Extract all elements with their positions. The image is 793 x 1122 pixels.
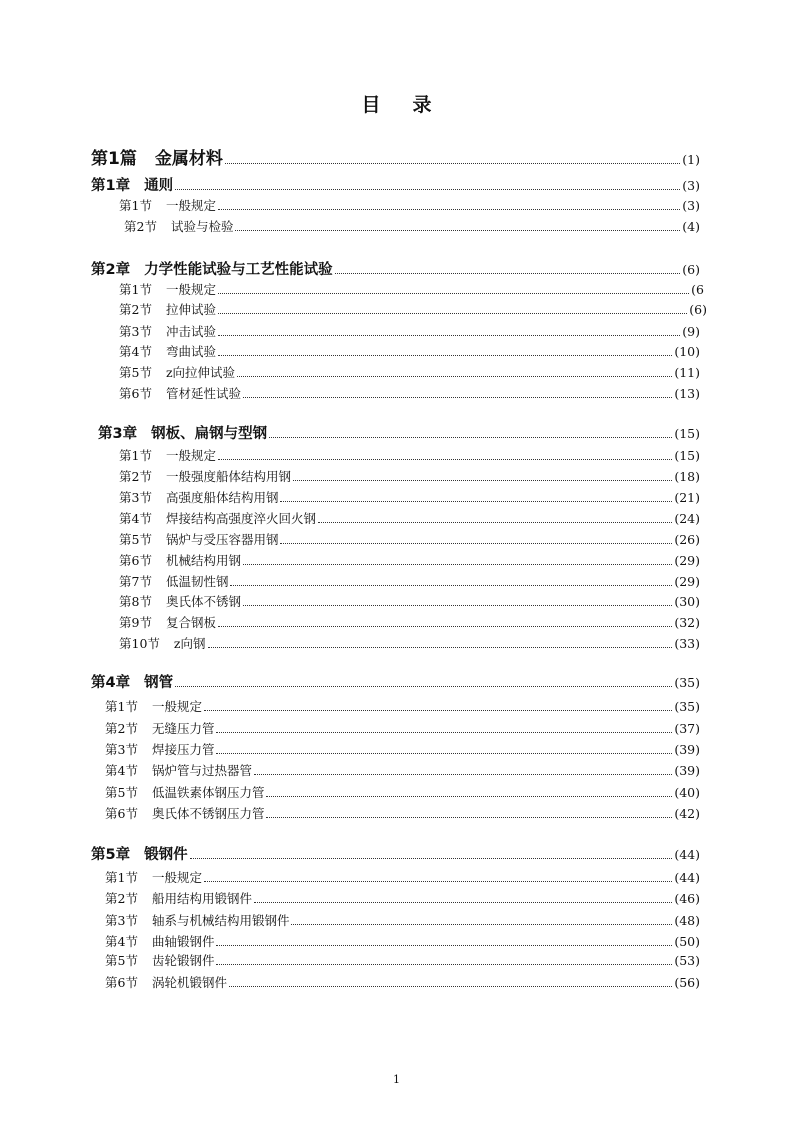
toc-entry-page: (9) [682,324,700,339]
toc-entry-label [119,196,216,214]
dot-leader [216,963,672,965]
dot-leader [335,272,681,274]
toc-entry-title: 轴系与机械结构用锻钢件 [151,913,290,928]
dot-leader [175,685,672,687]
dot-leader [243,563,672,565]
toc-entry-label [119,280,216,298]
toc-entry-label [98,422,267,443]
page-title [0,90,793,117]
toc-entry-title: 一般规定 [151,699,202,714]
dot-leader [218,292,689,294]
toc-entry-number: 第3节 [105,742,138,757]
toc-entry-label [105,761,252,779]
toc-entry-page: (44) [674,847,700,862]
toc-entry-page: (46) [674,891,700,906]
toc-entry-title: 焊接结构高强度淬火回火钢 [165,511,316,526]
toc-entry-page: (6) [682,262,700,277]
toc-section-entry[interactable] [105,973,700,991]
toc-entry-label [119,488,278,506]
toc-entry-page: (6 [691,282,704,297]
toc-section-entry[interactable] [105,889,700,907]
dot-leader [190,857,673,859]
dot-leader [218,208,680,210]
dot-leader [216,731,672,733]
toc-section-entry[interactable] [119,280,704,298]
toc-entry-page: (50) [674,934,700,949]
toc-entry-number: 第2节 [124,219,157,234]
toc-entry-page: (42) [674,806,700,821]
toc-entry-number: 第1篇 [91,149,137,169]
toc-entry-title: 涡轮机锻钢件 [151,975,227,990]
toc-section-entry[interactable] [119,384,700,402]
toc-section-entry[interactable] [105,719,700,737]
toc-entry-page: (21) [674,490,700,505]
toc-entry-label [119,300,216,318]
toc-entry-page: (15) [674,448,700,463]
toc-entry-title: 齿轮锻钢件 [151,953,215,968]
toc-entry-page: (4) [682,219,700,234]
toc-entry-title: 无缝压力管 [151,721,215,736]
toc-entry-label [91,174,173,195]
toc-entry-number: 第3节 [119,490,152,505]
toc-entry-label [119,592,241,610]
toc-entry-number: 第2节 [105,721,138,736]
toc-entry-title: 奥氏体不锈钢压力管 [151,806,265,821]
toc-entry-page: (35) [674,675,700,690]
toc-chapter-entry[interactable] [91,174,700,195]
toc-entry-label [105,740,214,758]
toc-entry-title: z向拉伸试验 [165,365,236,380]
toc-section-entry[interactable] [105,951,700,969]
toc-section-entry[interactable] [119,551,700,569]
toc-section-entry[interactable] [119,196,700,214]
dot-leader [218,312,687,314]
toc-entry-page: (39) [674,742,700,757]
dot-leader [254,901,672,903]
toc-section-entry[interactable] [105,740,700,758]
dot-leader [318,521,672,523]
toc-entry-label [119,342,216,360]
toc-entry-label [91,258,333,279]
toc-entry-title: 高强度船体结构用钢 [165,490,279,505]
toc-entry-number: 第1章 [91,178,131,194]
toc-entry-page: (15) [674,426,700,441]
toc-entry-page: (13) [674,386,700,401]
toc-entry-number: 第6节 [119,386,152,401]
toc-entry-title: 一般规定 [165,198,216,213]
toc-section-entry[interactable] [105,697,700,715]
toc-section-entry[interactable] [119,572,700,590]
toc-entry-title: 金属材料 [154,149,223,169]
toc-entry-label [91,144,223,169]
toc-entry-page: (11) [674,365,700,380]
toc-entry-title: 冲击试验 [165,324,216,339]
toc-entry-title: 试验与检验 [170,219,234,234]
toc-entry-title: 一般规定 [165,282,216,297]
toc-entry-label [105,932,214,950]
toc-entry-title: 曲轴锻钢件 [151,934,215,949]
toc-entry-title: 焊接压力管 [151,742,215,757]
page-number: 1 [393,1073,400,1086]
dot-leader [175,188,680,190]
toc-section-entry[interactable] [105,932,700,950]
dot-leader [266,795,672,797]
toc-entry-title: 锅炉与受压容器用钢 [165,532,279,547]
toc-entry-label [119,446,216,464]
toc-entry-number: 第4节 [119,344,152,359]
toc-entry-page: (29) [674,574,700,589]
toc-entry-number: 第2节 [119,302,152,317]
toc-entry-label [105,804,264,822]
toc-section-entry[interactable] [119,592,700,610]
toc-entry-label [91,843,188,864]
toc-entry-number: 第9节 [119,615,152,630]
toc-entry-number: 第4章 [91,675,131,691]
toc-section-entry[interactable] [119,509,700,527]
toc-chapter-entry[interactable] [91,671,700,692]
toc-entry-number: 第1节 [119,448,152,463]
toc-entry-title: 管材延性试验 [165,386,241,401]
toc-section-entry[interactable] [105,804,700,822]
toc-entry-label [105,719,214,737]
toc-entry-label [105,889,252,907]
toc-section-entry[interactable] [119,363,700,381]
dot-leader [243,396,672,398]
toc-entry-title: 锅炉管与过热器管 [151,763,252,778]
toc-chapter-entry[interactable] [91,258,700,279]
toc-chapter-entry[interactable] [91,843,700,864]
toc-entry-label [105,951,214,969]
dot-leader [237,375,672,377]
toc-entry-number: 第3节 [119,324,152,339]
toc-section-entry[interactable] [119,488,700,506]
toc-part-entry[interactable] [91,144,700,169]
toc-entry-number: 第2节 [119,469,152,484]
page-title-char-2: 录 [412,94,432,116]
dot-leader [218,458,672,460]
toc-entry-label [119,572,228,590]
toc-entry-number: 第1节 [119,282,152,297]
toc-entry-title: 复合钢板 [165,615,216,630]
toc-entry-number: 第6节 [119,553,152,568]
dot-leader [218,334,680,336]
toc-entry-number: 第5节 [105,785,138,800]
toc-entry-page: (39) [674,763,700,778]
toc-entry-title: 奥氏体不锈钢 [165,594,241,609]
toc-section-entry[interactable] [119,446,700,464]
toc-entry-label [105,868,202,886]
toc-entry-label [91,671,173,692]
toc-entry-page: (56) [674,975,700,990]
toc-entry-title: 机械结构用钢 [165,553,241,568]
toc-entry-title: 低温韧性钢 [165,574,229,589]
toc-entry-page: (10) [674,344,700,359]
dot-leader [291,923,672,925]
toc-section-entry[interactable] [105,911,700,929]
toc-entry-title: 一般强度船体结构用钢 [165,469,291,484]
toc-entry-label [119,613,216,631]
dot-leader [243,604,672,606]
dot-leader [204,709,672,711]
toc-section-entry[interactable] [119,634,700,652]
toc-entry-number: 第5节 [119,365,152,380]
toc-entry-page: (26) [674,532,700,547]
dot-leader [229,985,672,987]
dot-leader [293,479,672,481]
toc-entry-number: 第5节 [119,532,152,547]
toc-entry-number: 第6节 [105,806,138,821]
toc-chapter-entry[interactable] [98,422,700,443]
toc-entry-page: (3) [682,198,700,213]
toc-section-entry[interactable] [119,467,700,485]
toc-entry-label [119,322,216,340]
dot-leader [216,752,672,754]
toc-entry-page: (6) [689,302,707,317]
toc-entry-number: 第1节 [105,870,138,885]
toc-entry-label [124,217,233,235]
dot-leader [254,773,672,775]
toc-entry-label [119,363,235,381]
dot-leader [218,625,672,627]
dot-leader [204,880,672,882]
toc-entry-title: 拉伸试验 [165,302,216,317]
dot-leader [235,229,680,231]
toc-entry-label [119,634,206,652]
toc-entry-page: (1) [682,152,700,167]
toc-entry-page: (18) [674,469,700,484]
toc-entry-page: (37) [674,721,700,736]
toc-section-entry[interactable] [119,300,707,318]
toc-entry-label [119,551,241,569]
toc-section-entry[interactable] [119,613,700,631]
dot-leader [269,436,672,438]
toc-entry-title: 通则 [144,178,174,194]
toc-entry-number: 第8节 [119,594,152,609]
toc-entry-label [119,384,241,402]
toc-entry-page: (30) [674,594,700,609]
toc-entry-page: (32) [674,615,700,630]
toc-entry-number: 第4节 [119,511,152,526]
toc-entry-label [105,911,289,929]
toc-entry-number: 第1节 [119,198,152,213]
toc-entry-title: 力学性能试验与工艺性能试验 [144,262,333,278]
dot-leader [280,500,672,502]
toc-entry-number: 第2章 [91,262,131,278]
dot-leader [280,542,672,544]
toc-entry-label [119,509,316,527]
toc-entry-title: 一般规定 [151,870,202,885]
toc-entry-page: (24) [674,511,700,526]
toc-section-entry[interactable] [119,342,700,360]
toc-entry-title: 锻钢件 [144,847,188,863]
toc-entry-page: (48) [674,913,700,928]
toc-entry-page: (29) [674,553,700,568]
toc-entry-title: 弯曲试验 [165,344,216,359]
toc-section-entry[interactable] [105,783,700,801]
dot-leader [266,816,672,818]
toc-section-entry[interactable] [119,530,700,548]
dot-leader [208,646,673,648]
toc-entry-label [105,783,264,801]
toc-entry-number: 第5章 [91,847,131,863]
dot-leader [230,584,672,586]
toc-entry-number: 第5节 [105,953,138,968]
toc-entry-number: 第3章 [98,426,138,442]
toc-entry-number: 第2节 [105,891,138,906]
toc-entry-title: 钢管 [144,675,174,691]
toc-entry-number: 第10节 [119,636,160,651]
dot-leader [218,354,672,356]
toc-entry-page: (40) [674,785,700,800]
toc-entry-title: 船用结构用锻钢件 [151,891,252,906]
toc-entry-number: 第4节 [105,763,138,778]
toc-section-entry[interactable] [105,761,700,779]
toc-entry-number: 第3节 [105,913,138,928]
toc-entry-number: 第7节 [119,574,152,589]
toc-entry-label [119,530,278,548]
toc-entry-title: 一般规定 [165,448,216,463]
toc-section-entry[interactable] [105,868,700,886]
toc-section-entry[interactable] [124,217,700,235]
toc-section-entry[interactable] [119,322,700,340]
dot-leader [225,162,680,164]
dot-leader [216,944,672,946]
toc-entry-number: 第6节 [105,975,138,990]
toc-entry-title: z向钢 [173,636,206,651]
toc-entry-page: (35) [674,699,700,714]
toc-entry-label [119,467,291,485]
toc-entry-title: 低温铁素体钢压力管 [151,785,265,800]
toc-entry-label [105,973,227,991]
toc-entry-title: 钢板、扁钢与型钢 [151,426,268,442]
page-title-char-1: 目 [361,94,381,116]
toc-entry-number: 第4节 [105,934,138,949]
toc-entry-page: (3) [682,178,700,193]
toc-entry-page: (44) [674,870,700,885]
toc-entry-number: 第1节 [105,699,138,714]
toc-entry-page: (53) [674,953,700,968]
toc-entry-label [105,697,202,715]
toc-entry-page: (33) [674,636,700,651]
